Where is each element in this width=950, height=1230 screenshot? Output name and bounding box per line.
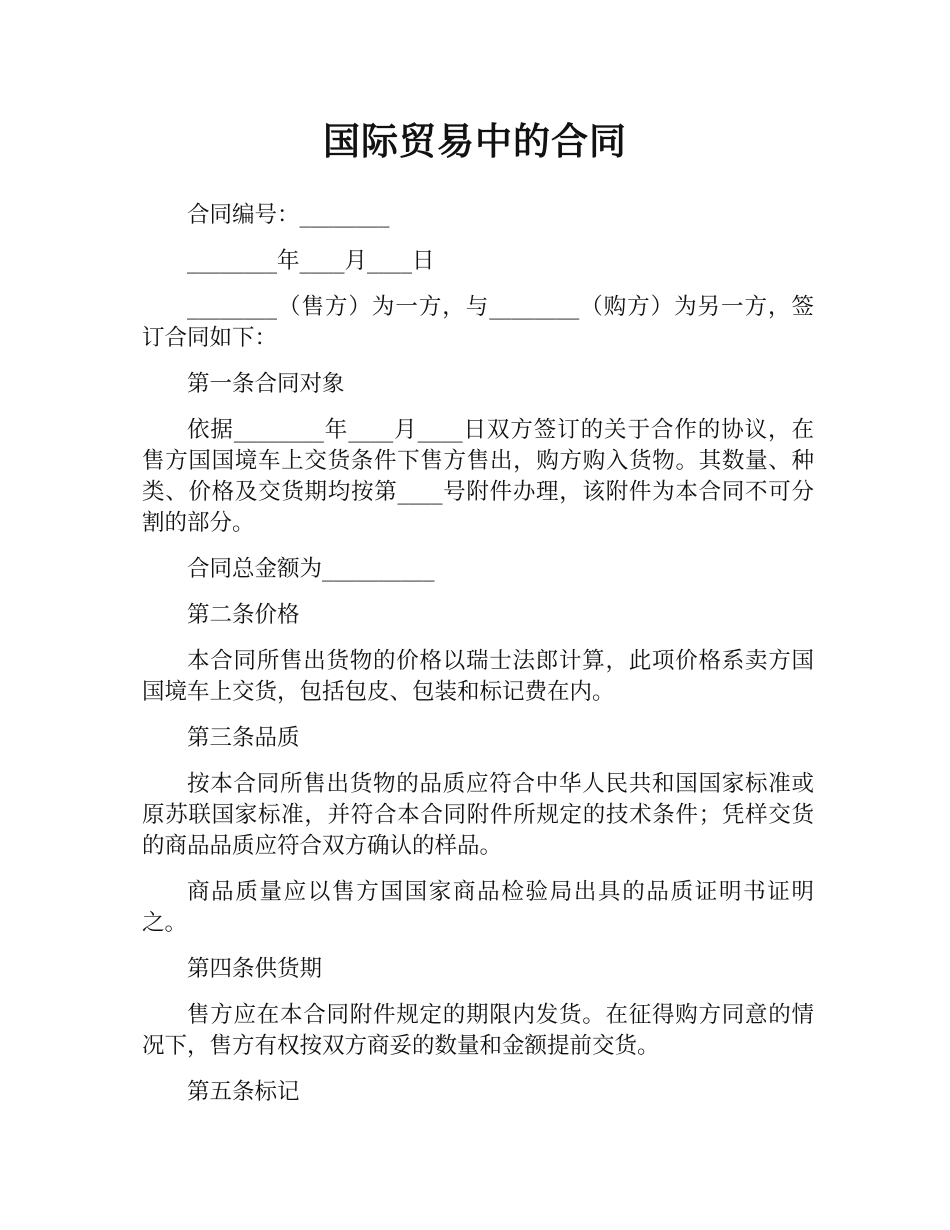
article-2-paragraph: 本合同所售出货物的价格以瑞士法郎计算，此项价格系卖方国国境车上交货，包括包皮、包装和标记费在内。 [142,648,814,705]
date-line: ________年____月____日 [187,248,435,274]
total-amount-line: 合同总金额为__________ [187,556,435,582]
document-title: 国际贸易中的合同 [323,120,627,163]
article-1-paragraph: 依据________年____月____日双方签订的关于合作的协议，在售方国国境车上交货条件下售方售出，购方购入货物。其数量、种类、价格及交货期均按第____号附件办理，该附件为本合同不可分割的部分。 [142,417,814,536]
article-3-paragraph: 按本合同所售出货物的品质应符合中华人民共和国国家标准或原苏联国家标准，并符合本合同附件所规定的技术条件；凭样交货的商品品质应符合双方确认的样品。 [142,771,814,859]
document-body [142,200,814,1123]
article-4-paragraph: 售方应在本合同附件规定的期限内发货。在征得购方同意的情况下，售方有权按双方商妥的数量和金额提前交货。 [142,1002,814,1059]
contract-number-line: 合同编号：________ [187,202,390,228]
article-3-heading: 第三条品质 [187,725,300,751]
article-4-heading: 第四条供货期 [187,956,323,982]
article-5-heading: 第五条标记 [187,1079,300,1105]
article-3-paragraph-2: 商品质量应以售方国国家商品检验局出具的品质证明书证明之。 [142,879,814,936]
article-1-heading: 第一条合同对象 [187,371,345,397]
article-2-heading: 第二条价格 [187,602,300,628]
parties-paragraph: ________（售方）为一方，与________（购方）为另一方，签订合同如下： [142,294,814,351]
